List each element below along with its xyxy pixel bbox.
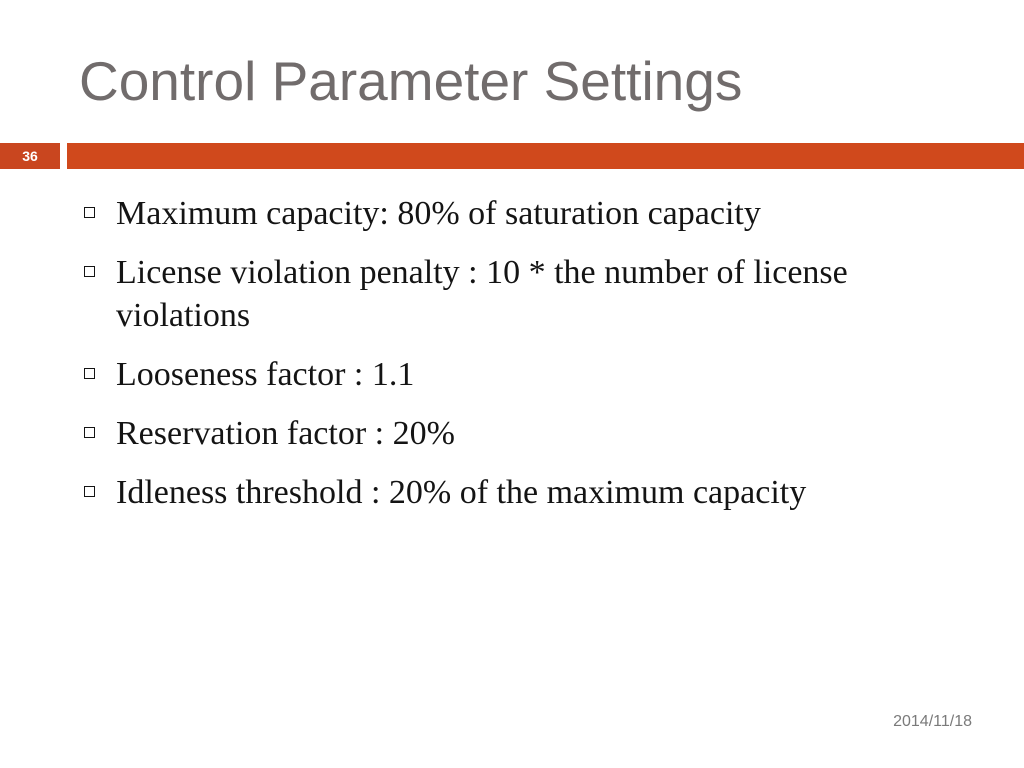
bullet-text: License violation penalty : 10 * the number of license violations <box>116 254 848 334</box>
bullet-text: Maximum capacity: 80% of saturation capacity <box>116 195 761 232</box>
bullet-list <box>84 192 984 530</box>
bullet-item <box>84 412 984 455</box>
bullet-item <box>84 471 984 514</box>
slide-date: 2014/11/18 <box>893 713 972 730</box>
bullet-item <box>84 353 984 396</box>
title-accent-bar <box>67 143 1024 169</box>
bullet-item <box>84 192 984 235</box>
slide-title: Control Parameter Settings <box>79 50 743 112</box>
hollow-square-bullet-icon <box>84 486 95 497</box>
hollow-square-bullet-icon <box>84 427 95 438</box>
bullet-item <box>84 251 984 337</box>
hollow-square-bullet-icon <box>84 207 95 218</box>
hollow-square-bullet-icon <box>84 368 95 379</box>
bullet-text: Idleness threshold : 20% of the maximum capacity <box>116 474 807 511</box>
bullet-text: Looseness factor : 1.1 <box>116 356 415 393</box>
hollow-square-bullet-icon <box>84 266 95 277</box>
slide-number: 36 <box>22 148 38 164</box>
bullet-text: Reservation factor : 20% <box>116 415 455 452</box>
